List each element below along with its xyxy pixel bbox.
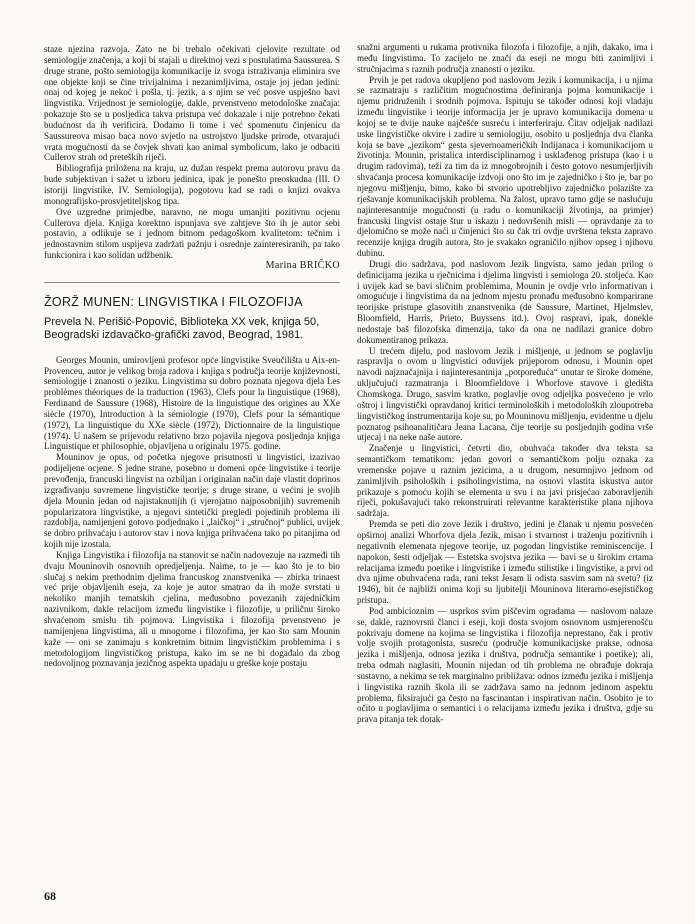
right-column [357,42,653,725]
page-number: 68 [44,889,56,903]
paragraph: Pod ambicioznim — usprkos svim piščevim ogradama — naslovom nalaze se, dakle, raznovrsni članci i eseji, koji dosta svojom osnovnom usmjerenošću pokrivaju domene na kojima se lingvistika i filozofija neprestano, čak i protiv volje svojih protagonista, susreću (područje komunikacijske prakse, odnosa jezika i mišljenja, odnosa jezika i društva, područja semantike i poetike); ali, treba odmah naglasiti, Mounin nijedan od tih problema ne obrađuje dokraja sustavno, a nekima se tek marginalno približava: odnos između jezika i mišljenja i lingvistika raznih škola ili se zadržava samo na jednom jedinom aspektu problema, fiksirajući ga često na fascinantan i inspirativan način. Osobito je to očito u poglavljima o semantici i o relacijama između jezika i društva, gdje su prava pitanja tek dotak- [357,605,653,725]
review-signature: Marina BRIČKO [265,259,340,271]
paragraph: Prvih je pet radova okupljeno pod naslovom Jezik i komunikacija, i u njima se razmatraju s različitim mogućnostima definiranja pojma komunikacije i njemu pridruženih i srodnih pojmova. Ispituju se također odnosi koji vladaju između lingvistike i teorije informacija jer je upravo komunikacija domena u kojoj se te dvije nauke najčešće susreću i interferiraju. Čitav odjeljak nadilazi uske lingvističke okvire i zadire u semiologiju, osobito u posljednja dva članka koja se bave „jezikom“ gesta sjevernoameričkih Indijanaca i komunikacijom u životinja. Mounin, pristalica interdisciplinarnog i usklađenog pristupa (kao i u drugim radovima), teži za tim da iz mnogobrojnih i često gotovo nesumjerljivih shvaćanja procesa komunikacije izdvoji ono što im je zajedničko i što je, bar po njegovu mišljenju, bitno, kako bi stvorio upotrebljivo zajedničko polazište za rješavanje komunikacijskih problema. Na žalost, upravo tamo gdje se naslućuju najinteresantnije mogućnosti (u radu o komunikaciji životinja, na primjer) francuski lingvist ostaje štur u iskazu i nedovršenih misli — opravdanje za to djelomično se može naći u činjenici što su čak tri ovdje uvrštena teksta zapravo recenzije knjiga drugih autora, što je svakako ograničilo njihov opseg i njihovu dubinu. [357,74,653,259]
paragraph: Premda se peti dio zove Jezik i društvo, jedini je članak u njemu posvećen opširnoj analizi Whorfova djela Jezik, misao i stvarnost i traženju pozitivnih i negativnih elemenata njegove teorije, uz pogodan lingvistike reminiscencije. I napokon, šesti odjeljak — Estetska svojstva jezika — bavi se u širokim crtama relacijama između poetike i lingvistike i između stilistike i lingvistike, a prvi od dva njime obuhvaćena rada, rani tekst Jesam li odista sasvim sam na svetu? (iz 1946), bit će najbliži onima koji su ljubitelji Mouninova literarno-esejističkog pristupa. [357,519,653,606]
paragraph: staze njezina razvoja. Zato ne bi trebalo očekivati cjelovite rezultate od semiologije značenja, a koji bi stajali u direktnoj vezi s postulatima Saussurea. S druge strane, pošto semiologija komunikacije iz svoga istraživanja eliminira sve one objekte koji se čine trivijalnima i nezanimljivima, ostaje joj jedan jedini: onaj od kojeg je nekoć i pošla, tj. jezik, a s njim se već posve uspješno bavi lingvistika. Vrijednost je semiologije, dakle, prvenstveno metodološke značaja: pokazuje što se u posljedica takva pristupa već dokazale i nije potrebno čekati budućnost da ih verificira. Dodamo li tome i već spomenutu činjenicu da Saussureova misao baca novo svjetlo na ustrojstvo ljudske prirode, otvarajući vrata mogućnosti da se čovjek shvati kao animal symbolicum, lako je odbaciti Cullerov strah od preteških riječi. [44,44,340,163]
left-column [44,44,340,669]
book-citation: Prevela N. Perišić-Popović, Biblioteka XX vek, knjiga 50, Beogradski izdavačko-grafički zavod, Beograd, 1981. [44,315,320,342]
paragraph: Ove uzgredne primjedbe, naravno, ne mogu umanjiti pozitivnu ocjenu Cullerova djela. Knjiga korektno ispunjava sve zahtjeve što ih je autor sebi postavio, a odlikuje se i jednom bitnom pedagoškom kvalitetom: tečnim i jednostavnim stilom uspijeva zadržati pažnju i osrednje zainteresiranih, pa tako funkcionira i kao solidan udžbenik. [44,206,340,261]
paragraph: Drugi dio sadržava, pod naslovom Jezik lingvista, samo jedan prilog o definicijama jezika u rječnicima i djelima lingvisti i semiologa 20. stoljeća. Kao i uvijek kad se bavi sličnim problemima, Mounin je ovdje vrlo informativan i omogućuje i lingvistima da na jednom mjestu pronađu međusobno komparirane teorijske pristupe glasovitih znanstvenika (de Saussure, Martinet, Hjelmslev, Bloomfield, Harris, Prieto, Buyssens itd.). Ovoj raspravi, ipak, donekle nedostaje baš filozofska dimenzija, tako da ona ne nadilazi granice dobro dokumentiranog prikaza. [357,258,653,345]
review-heading: ŽORŽ MUNEN: LINGVISTIKA I FILOZOFIJA [44,294,303,309]
paragraph: Knjiga Lingvistika i filozofija na stanovit se način nadovezuje na razmeđi tih dvaju Mouninovih osnovnih opredjeljenja. Naime, to je — kao što je to bio slučaj s nekim prethodnim djelima francuskog znanstvenika — zbirka trinaest već prije objavljenih eseja, za koje je autor smatrao da ih može svrstati u nekoliko manjih tematskih cjelina, međusobno povezanih zajedničkim nazivnikom, dakle relacijom između lingvistike i filozofije, u priličnu široko shvaćenom smislu tih pojmova. Lingvistika i filozofija prvenstveno je namijenjena lingvistima, ali u mnogome i filozofima, jer kao što sam Mounin kaže — oni se zanimaju s konkretnim bitnim lingvističkim problemima i s metodologijom lingvističkog pristupa, kako im se ne bi događalo da zbog nedovoljnog poznavanja jezičnog aspekta upadaju u greške koje postaju [44,549,340,669]
section-divider [44,282,340,283]
paragraph: Mouninov je opus, od početka njegove prisutnosti u lingvistici, izazivao podijeljene ocjene. S jedne strane, posebno u domeni opće lingvistike i teorije prevođenja, francuski lingvist na ozbiljan i originalan način daje vlastit doprinos izgrađivanju suvremene lingvističke teorije; s druge strane, u većini je svojih djela Mounin jedan od najistaknutijih (i vjerojatno najposobnijih) suvremenih popularizatora lingvistike, a njegovi sintetički pregledi pojedinih problema ili razdoblja, namijenjeni gotovo podjednako i „laičkoj“ i „stručnoj“ publici, uvijek se dobro prihvaćaju i autorov stav i nova knjiga prihvaćena tako po pitanjima od kojih nije izostala. [44,452,340,550]
paragraph: snažni argumenti u rukama protivnika filozofa i filozofije, a njih, dakako, ima i među lingvistima. To zacijelo ne znači da eseji ne mogu biti zanimljivi i stručnjacima s raznih područja znanosti o jeziku. [357,42,653,74]
paragraph: Značenje u lingvistici, četvrti dio, obuhvaća također dva teksta sa semantičkom tematikom: jedan govori o semantičkom polju oznaka za vremenske pojave u raznim jezicima, a u drugom, nesumnjivo jednom od zanimljivih psiholoških i psiholingvistima, na osnovi vlastita iskustva autor prikazuje s pomoću kojih se elementa u svu i na javi prisjećao zaboravljenih riječi, pokušavajući tako rekonstruirati relevantne karakteristike plana njihova sadržaja. [357,443,653,519]
paragraph: Georges Mounin, umirovljeni profesor opće lingvistike Sveučilišta u Aix-en-Provenceu, autor je velikog broja radova i knjiga s područja teorije književnosti, semiologije i znanosti o jeziku. Lingvistima su dobro poznata njegova djela Les problèmes théoriques de la traduction (1963), Clefs pour la linguistique (1968), Ferdinand de Saussure (1968), Histoire de la linguistique des origines au XXe siècle (1970), Introduction à la sémiologie (1970), Clefs pour la sémantique (1972), La linguistique du XXe siècle (1972), Dictionnaire de la linguistique (1974). U našem se prijevodu relativno brzo pojavila njegova posljednja knjiga Linguistique et philosophie, objavljena u originalu 1975. godine. [44,354,340,452]
paragraph: Bibliografija priložena na kraju, uz dužan respekt prema autorovu pravu da bude subjektivan i sažet u izboru jedinica, ipak je ponešto preoskudna (III. O istoriji lingvistike, IV. Semiologija), pogotovu kad se radi o knjizi ovakva monografijsko-prosvjetiteljskog tipa. [44,163,340,206]
paragraph: U trećem dijelu, pod naslovom Jezik i mišljenje, u jednom se poglavlju raspravlja o ovom u lingvistici oduvijek prijeporom odnosu, i Mounin opet navodi najznačajnija i najinteresantnija „potpoređuća“ unutar te široke domene, uključujući razmatranja i Bloomfieldove i Whorfove stavove i gledišta Chomskoga. Drugo, sasvim kratko, poglavlje ovog odjeljka posvećeno je vrlo oštroj i lingvistički opravdanoj kritici terminoloških i metodoloških zloupotreba lingvističkog instrumentarija koje su, po Mouninovu mišljenju, evidentne u djelu poznatog psihoanalitičara Jeana Lacana, čije teorije su posljednjih godina vrše utjecaj i na neke naše autore. [357,345,653,443]
